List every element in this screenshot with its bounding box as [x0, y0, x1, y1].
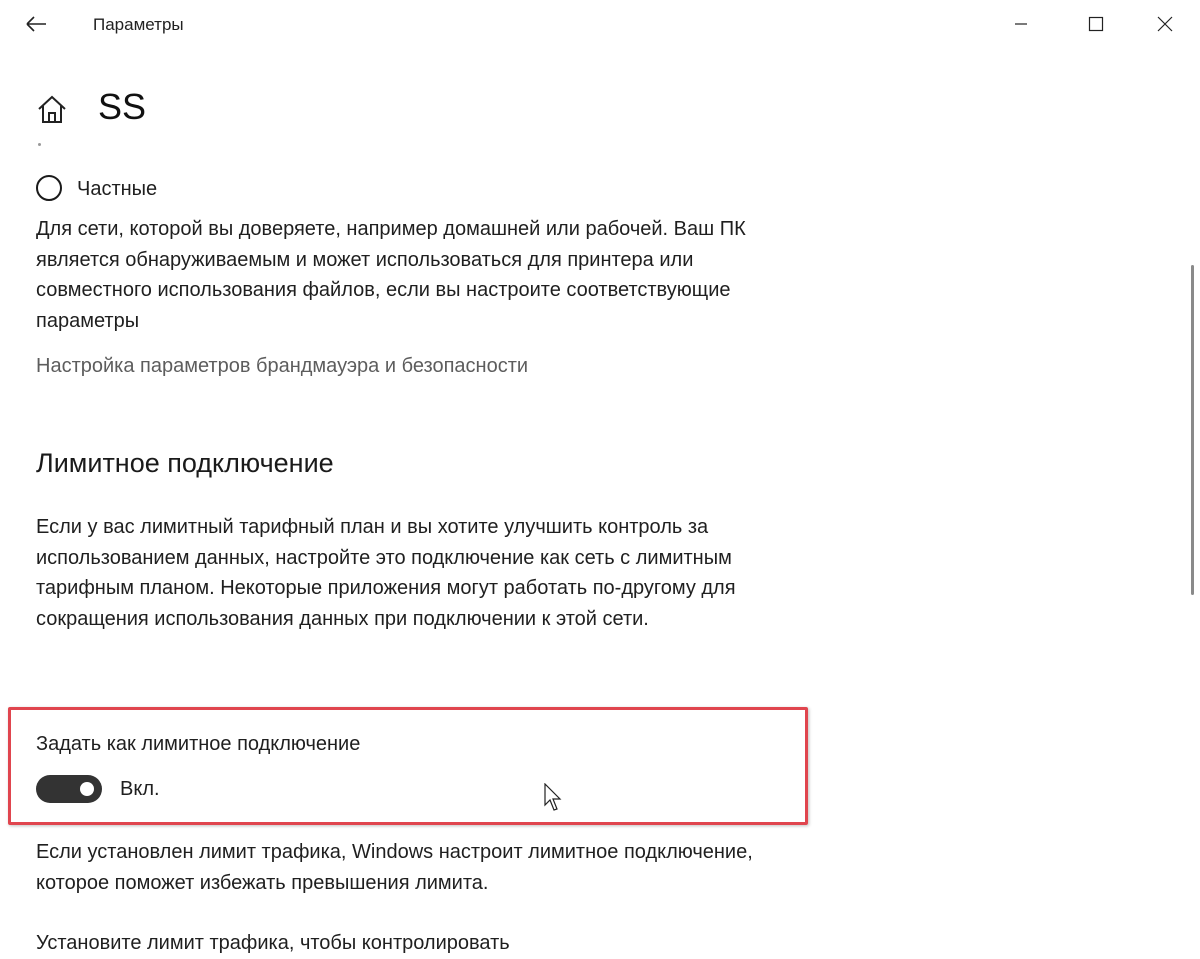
home-icon[interactable] [36, 94, 68, 126]
metered-connection-heading: Лимитное подключение [36, 448, 334, 478]
data-limit-description: Если установлен лимит трафика, Windows настроит лимитное подключение, которое поможет избежать превышения лимита. [36, 841, 753, 894]
metered-toggle-state: Вкл. [120, 778, 160, 800]
title-bar [0, 0, 1200, 50]
firewall-settings-link[interactable]: Настройка параметров брандмауэра и безопасности [36, 355, 529, 377]
minimize-icon [990, 0, 1060, 50]
mouse-pointer-icon [544, 783, 564, 813]
toggle-knob [80, 782, 94, 796]
app-title: Параметры [93, 15, 184, 34]
page-title: SS [98, 86, 147, 127]
metered-toggle-switch[interactable] [36, 775, 102, 803]
private-network-radio[interactable] [36, 175, 62, 201]
highlight-annotation-box [8, 707, 808, 825]
close-icon [1130, 0, 1200, 50]
vertical-scrollbar[interactable] [1191, 265, 1194, 595]
maximize-icon [1061, 0, 1131, 50]
maximize-button[interactable] [1061, 0, 1131, 50]
scroll-indicator-dot [38, 143, 41, 146]
back-arrow-icon [18, 8, 54, 40]
metered-toggle-label: Задать как лимитное подключение [36, 733, 361, 755]
private-network-label[interactable]: Частные [77, 178, 158, 200]
back-button[interactable] [18, 8, 54, 40]
private-network-description: Для сети, которой вы доверяете, например домашней или рабочей. Ваш ПК является обнаруживаемым и может использоваться для принтера или совместного использования файлов, если вы настроите соответствующие параметры [36, 218, 746, 332]
metered-connection-description: Если у вас лимитный тарифный план и вы хотите улучшить контроль за использованием данных, настройте это подключение как сеть с лимитным тарифным планом. Некоторые приложения могут работать по-другому для сокращения использования данных при подключении к этой сети. [36, 516, 736, 630]
minimize-button[interactable] [990, 0, 1060, 50]
data-limit-cut-text: Установите лимит трафика, чтобы контролировать [36, 932, 510, 954]
close-button[interactable] [1130, 0, 1200, 50]
